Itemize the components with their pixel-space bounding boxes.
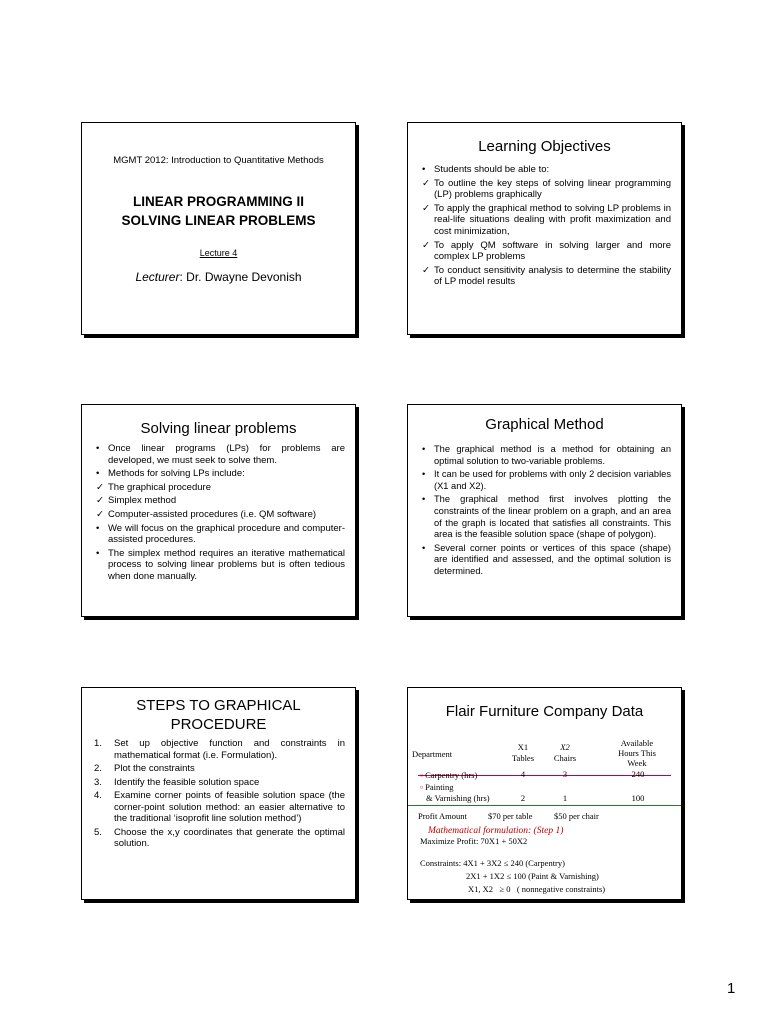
slide-title: [81, 122, 356, 335]
slide-title: [82, 696, 355, 734]
table-bottom-divider: [408, 805, 681, 806]
list-item: [422, 469, 671, 492]
lecture-number: Lecture 4: [199, 248, 238, 258]
list-item-text: Several corner points or vertices of this space (shape) are identified and assessed, and the optimal solution is determined.: [434, 542, 671, 576]
lecturer-name: : Dr. Dwayne Devonish: [179, 270, 302, 284]
header-x2-sub: Chairs: [553, 753, 577, 763]
list-item-text: We will focus on the graphical procedure and computer-assisted procedures.: [108, 522, 345, 546]
list-item: [94, 777, 345, 789]
step-text: Examine corner points of feasible solution space (the corner-point solution method: an easier alternative to the traditional ‘isoprofit line solution method’): [114, 790, 345, 824]
list-item: [96, 548, 345, 583]
cell-carpentry-x1: 4: [520, 769, 526, 779]
bullet-icon: •: [96, 443, 100, 454]
list-item-text: To outline the key steps of solving linear programming (LP) problems graphically: [434, 177, 671, 201]
list-item-text: The graphical procedure: [108, 481, 211, 493]
slide-title: Graphical Method: [485, 416, 604, 433]
data-table: [408, 688, 681, 899]
nonneg-op: ≥ 0: [499, 884, 511, 894]
bullet-icon: •: [96, 522, 100, 534]
list-item-text: It can be used for problems with only 2 decision variables (X1 and X2).: [434, 469, 671, 491]
bullet-icon: •: [422, 542, 426, 553]
step-number: 4.: [94, 790, 102, 801]
list-item-text: Simplex method: [108, 495, 177, 507]
list-item-text: The simplex method requires an iterative mathematical process to solving linear problems but is often tedious when done manually.: [108, 547, 345, 582]
lecture-title: [82, 192, 355, 230]
list-item-text: Computer-assisted procedures (i.e. QM software): [108, 508, 317, 520]
list-item-text: To conduct sensitivity analysis to determine the stability of LP model results: [434, 264, 671, 288]
header-x1-sub: Tables: [511, 753, 535, 763]
objective-function: Maximize Profit: 70X1 + 50X2: [420, 836, 528, 846]
row-painting: [420, 782, 453, 792]
bullet-icon: •: [96, 547, 100, 559]
bullet-icon: •: [96, 468, 100, 480]
list-item: [422, 178, 671, 201]
slide-title: Learning Objectives: [478, 138, 611, 155]
title-line-2: SOLVING LINEAR PROBLEMS: [121, 213, 316, 228]
row-carpentry: [420, 770, 477, 780]
list-item: [422, 543, 671, 578]
list-item: [96, 509, 345, 521]
list-item: [96, 495, 345, 507]
list-item: [422, 240, 671, 263]
bullet-icon: •: [422, 494, 426, 505]
slide-graphical-method: [407, 404, 682, 617]
step-number: 5.: [94, 826, 102, 838]
steps-list: [82, 738, 355, 850]
lecturer: [82, 270, 355, 284]
list-item: [422, 494, 671, 540]
checkmark-icon: ✓: [422, 239, 430, 251]
list-item-text: The graphical method is a method for obtaining an optimal solution to two-variable problems.: [434, 444, 671, 466]
list-item: [422, 265, 671, 288]
step-text: Plot the constraints: [114, 763, 195, 774]
slide-learning-objectives: [407, 122, 682, 335]
checkmark-icon: ✓: [96, 495, 104, 507]
profit-label: Profit Amount: [418, 811, 467, 821]
list-item: [94, 738, 345, 761]
formulation-heading: Mathematical formulation: (Step 1): [428, 826, 564, 836]
constraint-carpentry: Constraints: 4X1 + 3X2 ≤ 240 (Carpentry): [420, 858, 565, 868]
title-line-1: STEPS TO GRAPHICAL: [136, 697, 301, 714]
slide-solving-linear-problems: [81, 404, 356, 617]
slide-steps-graphical-procedure: [81, 687, 356, 900]
page-number: 1: [727, 980, 736, 997]
course-name: MGMT 2012: Introduction to Quantitative Methods: [113, 155, 324, 166]
step-number: 1.: [94, 738, 102, 749]
objectives-list: [422, 164, 671, 288]
list-item: [422, 164, 671, 176]
bullet-icon: •: [422, 444, 426, 454]
cell-painting-x2: 1: [562, 793, 568, 803]
list-item-text: Once linear programs (LPs) for problems are developed, we must seek to solve them.: [108, 443, 345, 466]
list-item: [94, 827, 345, 850]
list-item-text: To apply QM software in solving larger and more complex LP problems: [434, 239, 671, 263]
slide-flair-furniture-data: [407, 687, 682, 900]
step-number: 3.: [94, 776, 102, 788]
row-label: Carpentry (hrs): [425, 770, 478, 780]
nonneg-note: ( nonnegative constraints): [516, 884, 606, 894]
list-item-text: Methods for solving LPs include:: [108, 468, 245, 480]
header-available-1: Available: [620, 738, 654, 748]
list-item-text: Students should be able to:: [434, 164, 550, 175]
cell-painting-hours: 100: [631, 793, 645, 803]
slide-title: Solving linear problems: [140, 420, 297, 437]
bullet-icon: •: [422, 469, 426, 480]
list-item: [422, 203, 671, 238]
checkmark-icon: ✓: [422, 264, 430, 276]
list-item-text: The graphical method first involves plotting the constraints of the linear problem on a graph, and an area of the graph is located that satisfies all constraints. This area is the feasible solution space (shape of polygon).: [434, 494, 671, 540]
list-item: [96, 523, 345, 546]
header-x1: X1: [517, 742, 529, 752]
header-x2: X2: [560, 742, 570, 752]
checkmark-icon: ✓: [96, 481, 104, 493]
step-number: 2.: [94, 763, 102, 774]
cell-carpentry-hours: 240: [631, 769, 645, 779]
step-text: Identify the feasible solution space: [114, 776, 260, 788]
checkmark-icon: ✓: [422, 177, 430, 189]
checkmark-icon: ✓: [96, 508, 104, 520]
cell-painting-x1: 2: [520, 793, 526, 803]
step-text: Choose the x,y coordinates that generate the optimal solution.: [114, 826, 345, 849]
methods-list: [96, 443, 345, 583]
header-available-3: Week: [627, 758, 647, 768]
header-department: Department: [412, 749, 453, 759]
row-label: Painting: [425, 782, 454, 792]
constraint-painting: 2X1 + 1X2 ≤ 100 (Paint & Varnishing): [466, 871, 599, 881]
lecturer-label: Lecturer: [135, 270, 180, 284]
graphical-method-list: [422, 444, 671, 578]
bullet-icon: ▫: [420, 782, 424, 792]
list-item: [96, 482, 345, 494]
nonneg-vars: X1, X2: [468, 884, 494, 894]
list-item: [422, 444, 671, 467]
profit-table: $70 per table: [488, 811, 533, 821]
list-item-text: To apply the graphical method to solving LP problems in real-life situations dealing with profit maximization and cost minimization,: [434, 202, 671, 237]
title-line-2: PROCEDURE: [170, 716, 267, 733]
checkmark-icon: ✓: [422, 202, 430, 214]
list-item: [96, 468, 345, 480]
slide-title: Flair Furniture Company Data: [445, 703, 644, 720]
row-varnishing: & Varnishing (hrs): [426, 793, 490, 803]
step-text: Set up objective function and constraints in mathematical format (i.e. Formulation).: [114, 738, 345, 761]
bullet-icon: ▫: [420, 770, 424, 780]
profit-chair: $50 per chair: [554, 811, 599, 821]
list-item: [96, 443, 345, 466]
header-available-2: Hours This: [618, 748, 656, 758]
title-line-1: LINEAR PROGRAMMING II: [133, 194, 304, 209]
list-item: [94, 790, 345, 825]
constraint-nonnegative: [468, 884, 605, 894]
cell-carpentry-x2: 3: [562, 769, 568, 779]
bullet-icon: •: [422, 164, 426, 175]
list-item: [94, 763, 345, 775]
